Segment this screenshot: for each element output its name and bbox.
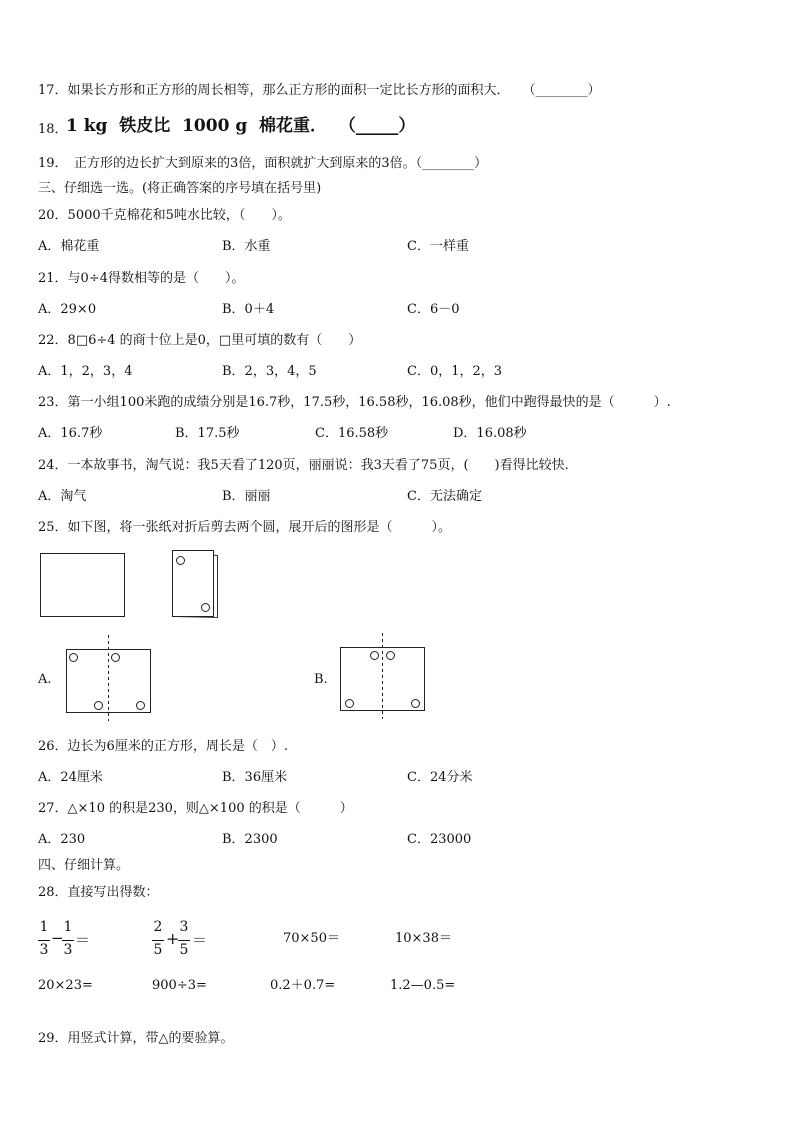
question-21: 21．与0÷4得数相等的是（ ）。 [38, 271, 245, 286]
calc-1.2minus0.5: 1.2—0.5= [390, 978, 456, 993]
question-29: 29．用竖式计算，带△的要验算。 [38, 1031, 234, 1046]
equals-sign: ＝ [192, 931, 208, 949]
q27-option-c: C．23000 [407, 832, 472, 847]
q25-option-a: A. [38, 672, 52, 687]
calc-0.2plus0.7: 0.2＋0.7= [270, 978, 336, 993]
question-26: 26．边长为6厘米的正方形，周长是（ ）. [38, 739, 288, 754]
q22-option-c: C．0，1，2，3 [407, 364, 503, 379]
calc-70x50: 70×50＝ [283, 931, 340, 946]
q25-option-a-figure [67, 635, 151, 721]
section-4-title: 四、仔细计算。 [38, 858, 130, 873]
q21-option-b: B．0＋4 [222, 302, 275, 317]
q26-option-c: C．24分米 [407, 770, 473, 785]
equals-sign: ＝ [75, 931, 91, 949]
q21-option-c: C．6－0 [407, 302, 460, 317]
numerator: 3 [179, 919, 189, 935]
q22-option-a: A．1，2，3，4 [38, 364, 133, 379]
calc-900div3: 900÷3= [152, 978, 207, 993]
q21-option-a: A．29×0 [38, 302, 97, 317]
denominator: 5 [153, 942, 163, 958]
question-18: 1 kg 铁皮比 1000 g 棉花重． （_____） [66, 116, 416, 136]
q24-option-c: C．无法确定 [407, 489, 482, 504]
question-24: 24．一本故事书，淘气说：我5天看了120页，丽丽说：我3天看了75页，( )看得比较快. [38, 458, 569, 473]
q26-option-b: B．36厘米 [222, 770, 288, 785]
q23-option-d: D．16.08秒 [453, 426, 527, 441]
q23-option-b: B．17.5秒 [175, 426, 240, 441]
q26-option-a: A．24厘米 [38, 770, 103, 785]
section-3-title: 三、仔细选一选。(将正确答案的序号填在括号里) [38, 181, 322, 196]
cut-circle [202, 604, 210, 612]
operator-minus: − [51, 929, 64, 947]
q23-option-a: A．16.7秒 [38, 426, 103, 441]
calc-20x23: 20×23= [38, 978, 93, 993]
denominator: 3 [63, 942, 73, 958]
q20-option-b: B．水重 [222, 239, 271, 254]
question-22: 22．8□6÷4 的商十位上是0，□里可填的数有（ ） [38, 333, 362, 348]
numerator: 2 [153, 919, 163, 935]
paper-rectangle [41, 554, 125, 617]
numerator: 1 [39, 919, 49, 935]
q27-option-a: A．230 [38, 832, 86, 847]
denominator: 3 [39, 942, 49, 958]
question-23: 23．第一小组100米跑的成绩分别是16.7秒，17.5秒，16.58秒，16.08秒，他们中跑得最快的是（ ）. [38, 395, 671, 410]
q20-option-a: A．棉花重 [38, 239, 100, 254]
numerator: 1 [63, 919, 73, 935]
q24-option-b: B．丽丽 [222, 489, 271, 504]
q25-option-b-figure [341, 633, 425, 719]
question-19: 19． 正方形的边长扩大到原来的3倍，面积就扩大到原来的3倍。（________） [38, 156, 488, 171]
question-20: 20．5000千克棉花和5吨水比较，（ ）。 [38, 208, 291, 223]
question-28: 28．直接写出得数： [38, 885, 159, 900]
q24-option-a: A．淘气 [38, 489, 87, 504]
q25-option-b: B. [314, 672, 328, 687]
calc-10x38: 10×38＝ [395, 931, 452, 946]
q23-option-c: C．16.58秒 [315, 426, 389, 441]
cut-circle [177, 557, 185, 565]
question-25: 25．如下图，将一张纸对折后剪去两个圆，展开后的图形是（ ）。 [38, 520, 452, 535]
q20-option-c: C．一样重 [407, 239, 469, 254]
denominator: 5 [179, 942, 189, 958]
question-27: 27．△×10 的积是230，则△×100 的积是（ ） [38, 801, 353, 816]
folded-paper [173, 551, 218, 618]
q22-option-b: B．2，3，4，5 [222, 364, 317, 379]
operator-plus: + [166, 929, 180, 948]
question-18-number: 18． [38, 122, 68, 137]
question-17: 17．如果长方形和正方形的周长相等，那么正方形的面积一定比长方形的面积大． （________） [38, 83, 601, 98]
q27-option-b: B．2300 [222, 832, 278, 847]
